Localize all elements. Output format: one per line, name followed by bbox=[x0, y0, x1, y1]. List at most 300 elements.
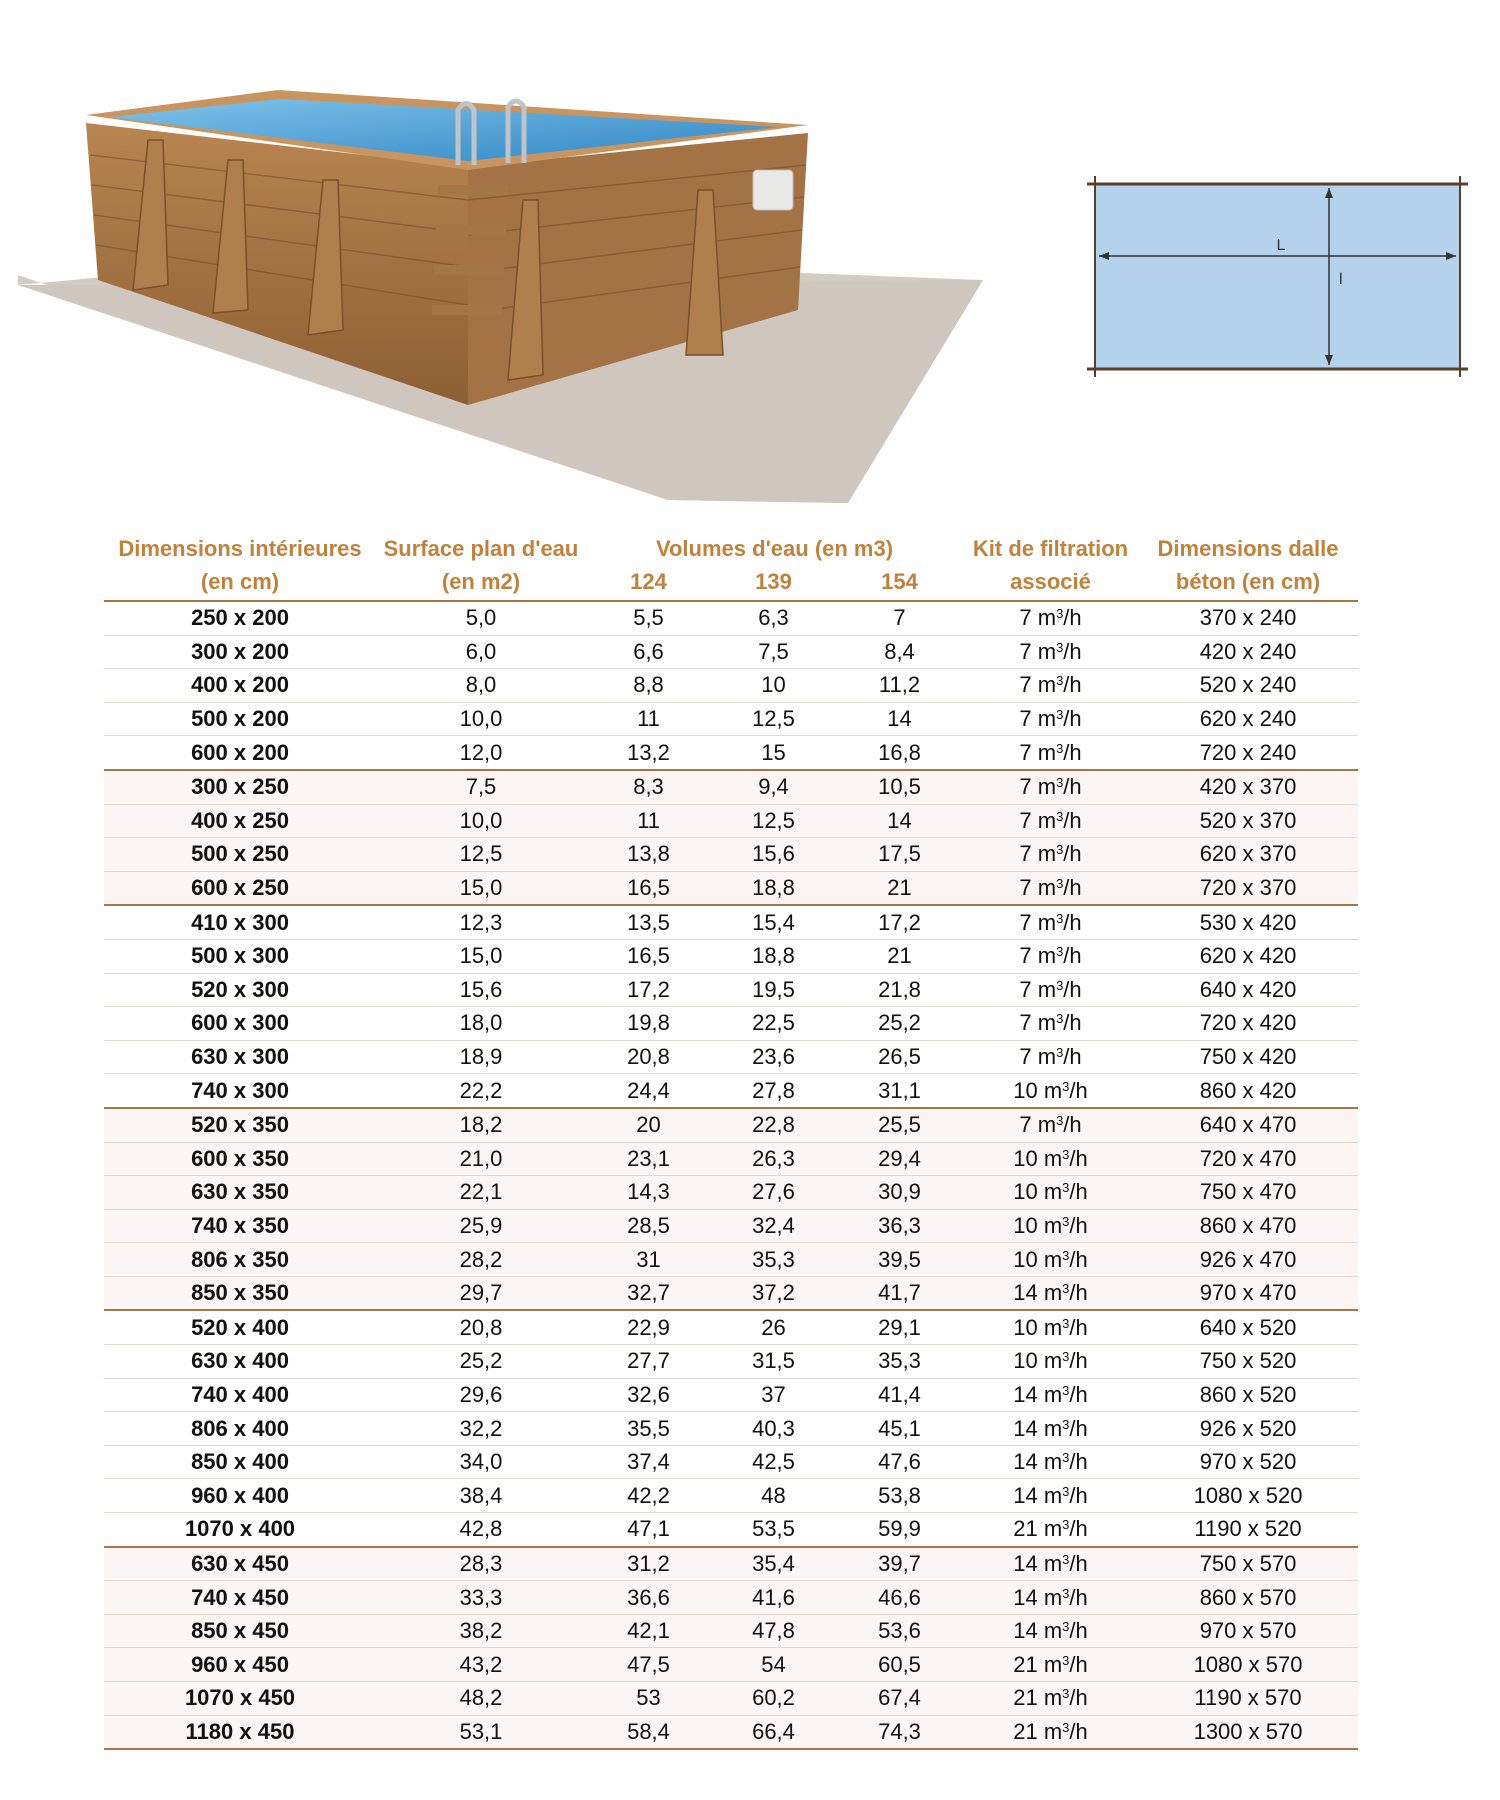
cell-volume-139: 9,4 bbox=[711, 770, 836, 804]
cell-dimensions: 630 x 300 bbox=[104, 1040, 376, 1074]
cell-surface: 6,0 bbox=[376, 635, 586, 669]
cell-dimensions: 520 x 400 bbox=[104, 1310, 376, 1344]
pool-dimensions-table-wrap bbox=[104, 532, 1358, 1750]
cell-dimensions: 400 x 200 bbox=[104, 669, 376, 703]
cell-surface: 18,0 bbox=[376, 1007, 586, 1041]
cell-dimensions: 500 x 300 bbox=[104, 939, 376, 973]
filtration-unit: /h bbox=[1063, 1112, 1082, 1138]
cell-volume-154: 45,1 bbox=[836, 1412, 963, 1446]
filtration-value: 7 m bbox=[1019, 672, 1057, 698]
cell-volume-139: 22,8 bbox=[711, 1108, 836, 1142]
cell-volume-154: 14 bbox=[836, 702, 963, 736]
filtration-unit: /h bbox=[1069, 1246, 1088, 1272]
cell-dimensions: 600 x 250 bbox=[104, 871, 376, 905]
cell-volume-154: 36,3 bbox=[836, 1209, 963, 1243]
filtration-value: 14 m bbox=[1013, 1584, 1063, 1610]
filtration-unit: /h bbox=[1063, 909, 1082, 935]
filtration-unit: /h bbox=[1069, 1348, 1088, 1374]
cell-volume-154: 39,7 bbox=[836, 1547, 963, 1581]
cell-volume-139: 35,3 bbox=[711, 1243, 836, 1277]
table-row bbox=[104, 1479, 1358, 1513]
filtration-value: 7 m bbox=[1019, 706, 1057, 732]
table-row bbox=[104, 1310, 1358, 1344]
cell-slab: 926 x 520 bbox=[1138, 1412, 1358, 1446]
cell-slab: 520 x 370 bbox=[1138, 804, 1358, 838]
cell-volume-139: 37 bbox=[711, 1378, 836, 1412]
pool-plan-rect bbox=[1095, 184, 1460, 369]
filtration-value: 10 m bbox=[1013, 1077, 1063, 1103]
cell-volume-154: 46,6 bbox=[836, 1581, 963, 1615]
cell-slab: 420 x 370 bbox=[1138, 770, 1358, 804]
filtration-unit: /h bbox=[1063, 976, 1082, 1002]
cell-surface: 25,2 bbox=[376, 1345, 586, 1379]
filtration-exponent: 3 bbox=[1062, 1416, 1070, 1432]
cell-volume-139: 27,8 bbox=[711, 1074, 836, 1108]
cell-filtration bbox=[963, 1007, 1138, 1041]
cell-surface: 10,0 bbox=[376, 804, 586, 838]
cell-volume-124: 13,2 bbox=[586, 736, 711, 770]
cell-volume-124: 8,8 bbox=[586, 669, 711, 703]
cell-filtration bbox=[963, 871, 1138, 905]
cell-volume-154: 25,5 bbox=[836, 1108, 963, 1142]
filtration-value: 10 m bbox=[1013, 1314, 1063, 1340]
cell-dimensions: 740 x 350 bbox=[104, 1209, 376, 1243]
filtration-unit: /h bbox=[1069, 1651, 1088, 1677]
table-row bbox=[104, 736, 1358, 770]
filtration-exponent: 3 bbox=[1062, 1382, 1070, 1398]
cell-surface: 10,0 bbox=[376, 702, 586, 736]
table-row bbox=[104, 1345, 1358, 1379]
header-surface-unit: (en m2) bbox=[376, 565, 586, 601]
filtration-exponent: 3 bbox=[1062, 1247, 1070, 1263]
filtration-unit: /h bbox=[1063, 807, 1082, 833]
filtration-value: 7 m bbox=[1019, 739, 1057, 765]
cell-surface: 43,2 bbox=[376, 1648, 586, 1682]
cell-filtration bbox=[963, 838, 1138, 872]
filtration-exponent: 3 bbox=[1062, 1551, 1070, 1567]
cell-slab: 1190 x 570 bbox=[1138, 1682, 1358, 1716]
cell-slab: 970 x 520 bbox=[1138, 1445, 1358, 1479]
filtration-exponent: 3 bbox=[1062, 1450, 1070, 1465]
cell-slab: 520 x 240 bbox=[1138, 669, 1358, 703]
cell-surface: 29,7 bbox=[376, 1276, 586, 1310]
cell-volume-154: 21 bbox=[836, 871, 963, 905]
table-row bbox=[104, 702, 1358, 736]
filtration-unit: /h bbox=[1069, 1685, 1088, 1711]
filtration-exponent: 3 bbox=[1056, 977, 1064, 993]
cell-filtration bbox=[963, 1243, 1138, 1277]
table-row bbox=[104, 1176, 1358, 1210]
cell-surface: 12,5 bbox=[376, 838, 586, 872]
cell-dimensions: 520 x 300 bbox=[104, 973, 376, 1007]
filtration-exponent: 3 bbox=[1056, 740, 1064, 756]
cell-volume-124: 23,1 bbox=[586, 1142, 711, 1176]
cell-surface: 42,8 bbox=[376, 1513, 586, 1547]
header-filtration-line2: associé bbox=[963, 565, 1138, 601]
cell-volume-139: 66,4 bbox=[711, 1715, 836, 1749]
header-slab-unit: béton (en cm) bbox=[1138, 565, 1358, 601]
cell-volume-124: 53 bbox=[586, 1682, 711, 1716]
filtration-exponent: 3 bbox=[1062, 1281, 1070, 1297]
cell-dimensions: 600 x 350 bbox=[104, 1142, 376, 1176]
filtration-exponent: 3 bbox=[1062, 1349, 1070, 1365]
cell-surface: 18,2 bbox=[376, 1108, 586, 1142]
filtration-exponent: 3 bbox=[1056, 706, 1064, 722]
cell-surface: 25,9 bbox=[376, 1209, 586, 1243]
filtration-unit: /h bbox=[1069, 1550, 1088, 1576]
cell-dimensions: 400 x 250 bbox=[104, 804, 376, 838]
header-slab: Dimensions dalle bbox=[1157, 536, 1339, 561]
cell-dimensions: 520 x 350 bbox=[104, 1108, 376, 1142]
filtration-value: 7 m bbox=[1019, 807, 1057, 833]
cell-dimensions: 600 x 300 bbox=[104, 1007, 376, 1041]
cell-volume-124: 13,8 bbox=[586, 838, 711, 872]
filtration-exponent: 3 bbox=[1062, 1652, 1070, 1668]
cell-slab: 640 x 420 bbox=[1138, 973, 1358, 1007]
cell-surface: 20,8 bbox=[376, 1310, 586, 1344]
cell-slab: 860 x 420 bbox=[1138, 1074, 1358, 1108]
filtration-exponent: 3 bbox=[1062, 1213, 1070, 1229]
filtration-unit: /h bbox=[1063, 774, 1082, 800]
filtration-unit: /h bbox=[1069, 1415, 1088, 1441]
cell-filtration bbox=[963, 939, 1138, 973]
filtration-unit: /h bbox=[1069, 1179, 1088, 1205]
cell-surface: 21,0 bbox=[376, 1142, 586, 1176]
cell-volume-124: 47,1 bbox=[586, 1513, 711, 1547]
header-dimensions-unit: (en cm) bbox=[104, 565, 376, 601]
cell-dimensions: 1180 x 450 bbox=[104, 1715, 376, 1749]
cell-volume-139: 22,5 bbox=[711, 1007, 836, 1041]
cell-dimensions: 300 x 250 bbox=[104, 770, 376, 804]
filtration-exponent: 3 bbox=[1056, 1011, 1064, 1027]
filtration-unit: /h bbox=[1069, 1482, 1088, 1508]
cell-filtration bbox=[963, 1682, 1138, 1716]
cell-volume-139: 41,6 bbox=[711, 1581, 836, 1615]
cell-dimensions: 960 x 450 bbox=[104, 1648, 376, 1682]
cell-volume-139: 26,3 bbox=[711, 1142, 836, 1176]
cell-slab: 620 x 370 bbox=[1138, 838, 1358, 872]
cell-dimensions: 960 x 400 bbox=[104, 1479, 376, 1513]
table-row bbox=[104, 1108, 1358, 1142]
filtration-value: 14 m bbox=[1013, 1415, 1063, 1441]
header-volumes-group: Volumes d'eau (en m3) bbox=[655, 536, 894, 561]
table-row bbox=[104, 1007, 1358, 1041]
cell-slab: 640 x 520 bbox=[1138, 1310, 1358, 1344]
table-row bbox=[104, 1378, 1358, 1412]
filtration-unit: /h bbox=[1069, 1314, 1088, 1340]
filtration-value: 7 m bbox=[1019, 1112, 1057, 1138]
header-filtration: Kit de filtration bbox=[972, 536, 1129, 561]
cell-slab: 720 x 370 bbox=[1138, 871, 1358, 905]
cell-slab: 926 x 470 bbox=[1138, 1243, 1358, 1277]
cell-volume-139: 7,5 bbox=[711, 635, 836, 669]
cell-volume-139: 6,3 bbox=[711, 601, 836, 635]
cell-slab: 1080 x 570 bbox=[1138, 1648, 1358, 1682]
cell-slab: 720 x 240 bbox=[1138, 736, 1358, 770]
table-row bbox=[104, 973, 1358, 1007]
pool-illustration bbox=[18, 85, 983, 510]
cell-volume-154: 53,6 bbox=[836, 1614, 963, 1648]
filtration-value: 7 m bbox=[1019, 774, 1057, 800]
cell-filtration bbox=[963, 770, 1138, 804]
cell-volume-154: 21 bbox=[836, 939, 963, 973]
cell-volume-124: 20 bbox=[586, 1108, 711, 1142]
cell-volume-139: 35,4 bbox=[711, 1547, 836, 1581]
cell-volume-154: 41,7 bbox=[836, 1276, 963, 1310]
header-volume-124: 124 bbox=[586, 565, 711, 601]
filtration-exponent: 3 bbox=[1062, 1719, 1070, 1735]
cell-volume-124: 32,7 bbox=[586, 1276, 711, 1310]
cell-filtration bbox=[963, 1715, 1138, 1749]
cell-filtration bbox=[963, 1074, 1138, 1108]
cell-surface: 53,1 bbox=[376, 1715, 586, 1749]
cell-slab: 640 x 470 bbox=[1138, 1108, 1358, 1142]
cell-volume-139: 48 bbox=[711, 1479, 836, 1513]
filtration-value: 10 m bbox=[1013, 1212, 1063, 1238]
cell-volume-139: 19,5 bbox=[711, 973, 836, 1007]
cell-filtration bbox=[963, 973, 1138, 1007]
filtration-unit: /h bbox=[1063, 706, 1082, 732]
cell-volume-154: 29,1 bbox=[836, 1310, 963, 1344]
filtration-exponent: 3 bbox=[1056, 1044, 1064, 1060]
table-row bbox=[104, 838, 1358, 872]
cell-volume-154: 47,6 bbox=[836, 1445, 963, 1479]
cell-volume-139: 12,5 bbox=[711, 702, 836, 736]
cell-volume-154: 10,5 bbox=[836, 770, 963, 804]
filtration-exponent: 3 bbox=[1056, 842, 1064, 858]
cell-slab: 620 x 420 bbox=[1138, 939, 1358, 973]
cell-volume-124: 20,8 bbox=[586, 1040, 711, 1074]
filtration-value: 7 m bbox=[1019, 943, 1057, 969]
cell-surface: 15,6 bbox=[376, 973, 586, 1007]
cell-volume-154: 59,9 bbox=[836, 1513, 963, 1547]
filtration-exponent: 3 bbox=[1062, 1618, 1070, 1634]
cell-dimensions: 850 x 350 bbox=[104, 1276, 376, 1310]
cell-volume-154: 60,5 bbox=[836, 1648, 963, 1682]
cell-slab: 970 x 470 bbox=[1138, 1276, 1358, 1310]
cell-filtration bbox=[963, 601, 1138, 635]
width-label: l bbox=[1339, 271, 1343, 288]
table-row bbox=[104, 1715, 1358, 1749]
filtration-exponent: 3 bbox=[1056, 910, 1064, 926]
table-row bbox=[104, 1445, 1358, 1479]
cell-filtration bbox=[963, 1378, 1138, 1412]
cell-volume-154: 35,3 bbox=[836, 1345, 963, 1379]
cell-slab: 1190 x 520 bbox=[1138, 1513, 1358, 1547]
filtration-value: 7 m bbox=[1019, 909, 1057, 935]
cell-surface: 38,2 bbox=[376, 1614, 586, 1648]
header-volume-154: 154 bbox=[836, 565, 963, 601]
cell-surface: 48,2 bbox=[376, 1682, 586, 1716]
cell-slab: 420 x 240 bbox=[1138, 635, 1358, 669]
table-row bbox=[104, 905, 1358, 939]
cell-surface: 18,9 bbox=[376, 1040, 586, 1074]
cell-volume-124: 28,5 bbox=[586, 1209, 711, 1243]
cell-filtration bbox=[963, 1479, 1138, 1513]
table-row bbox=[104, 1648, 1358, 1682]
cell-slab: 860 x 520 bbox=[1138, 1378, 1358, 1412]
cell-volume-139: 47,8 bbox=[711, 1614, 836, 1648]
table-row bbox=[104, 635, 1358, 669]
cell-volume-139: 15,6 bbox=[711, 838, 836, 872]
length-label: L bbox=[1276, 237, 1286, 254]
cell-dimensions: 410 x 300 bbox=[104, 905, 376, 939]
filtration-value: 14 m bbox=[1013, 1381, 1063, 1407]
cell-volume-124: 31 bbox=[586, 1243, 711, 1277]
cell-slab: 750 x 520 bbox=[1138, 1345, 1358, 1379]
cell-surface: 12,0 bbox=[376, 736, 586, 770]
cell-slab: 860 x 570 bbox=[1138, 1581, 1358, 1615]
cell-volume-139: 18,8 bbox=[711, 871, 836, 905]
cell-surface: 22,2 bbox=[376, 1074, 586, 1108]
cell-slab: 720 x 470 bbox=[1138, 1142, 1358, 1176]
cell-volume-124: 11 bbox=[586, 804, 711, 838]
cell-volume-139: 23,6 bbox=[711, 1040, 836, 1074]
filtration-unit: /h bbox=[1069, 1449, 1088, 1475]
cell-filtration bbox=[963, 1209, 1138, 1243]
cell-dimensions: 806 x 350 bbox=[104, 1243, 376, 1277]
filtration-unit: /h bbox=[1069, 1280, 1088, 1306]
filtration-exponent: 3 bbox=[1062, 1078, 1070, 1094]
filtration-unit: /h bbox=[1069, 1381, 1088, 1407]
cell-dimensions: 630 x 400 bbox=[104, 1345, 376, 1379]
cell-surface: 32,2 bbox=[376, 1412, 586, 1446]
cell-filtration bbox=[963, 804, 1138, 838]
cell-filtration bbox=[963, 1445, 1138, 1479]
filtration-exponent: 3 bbox=[1062, 1315, 1070, 1331]
cell-volume-124: 8,3 bbox=[586, 770, 711, 804]
table-row bbox=[104, 1276, 1358, 1310]
filtration-unit: /h bbox=[1063, 672, 1082, 698]
cell-surface: 15,0 bbox=[376, 939, 586, 973]
cell-dimensions: 740 x 300 bbox=[104, 1074, 376, 1108]
cell-volume-154: 29,4 bbox=[836, 1142, 963, 1176]
table-row bbox=[104, 804, 1358, 838]
cell-surface: 5,0 bbox=[376, 601, 586, 635]
cell-volume-139: 42,5 bbox=[711, 1445, 836, 1479]
table-row bbox=[104, 1040, 1358, 1074]
filtration-value: 7 m bbox=[1019, 841, 1057, 867]
table-row bbox=[104, 1142, 1358, 1176]
cell-volume-124: 37,4 bbox=[586, 1445, 711, 1479]
table-row bbox=[104, 1513, 1358, 1547]
cell-volume-124: 36,6 bbox=[586, 1581, 711, 1615]
filtration-exponent: 3 bbox=[1062, 1483, 1070, 1499]
skimmer-icon bbox=[753, 170, 793, 210]
cell-volume-154: 17,5 bbox=[836, 838, 963, 872]
cell-dimensions: 850 x 450 bbox=[104, 1614, 376, 1648]
filtration-unit: /h bbox=[1069, 1516, 1088, 1542]
cell-volume-124: 11 bbox=[586, 702, 711, 736]
filtration-exponent: 3 bbox=[1056, 1113, 1064, 1129]
cell-surface: 8,0 bbox=[376, 669, 586, 703]
cell-volume-154: 21,8 bbox=[836, 973, 963, 1007]
table-body bbox=[104, 601, 1358, 1749]
header-dimensions: Dimensions intérieures bbox=[118, 536, 362, 561]
cell-volume-139: 37,2 bbox=[711, 1276, 836, 1310]
filtration-value: 21 m bbox=[1013, 1685, 1063, 1711]
filtration-value: 14 m bbox=[1013, 1482, 1063, 1508]
cell-volume-139: 54 bbox=[711, 1648, 836, 1682]
cell-volume-154: 11,2 bbox=[836, 669, 963, 703]
filtration-exponent: 3 bbox=[1056, 639, 1064, 655]
filtration-unit: /h bbox=[1063, 605, 1082, 631]
cell-dimensions: 740 x 450 bbox=[104, 1581, 376, 1615]
cell-filtration bbox=[963, 1142, 1138, 1176]
cell-volume-154: 74,3 bbox=[836, 1715, 963, 1749]
filtration-value: 10 m bbox=[1013, 1179, 1063, 1205]
cell-surface: 7,5 bbox=[376, 770, 586, 804]
cell-volume-124: 24,4 bbox=[586, 1074, 711, 1108]
cell-volume-124: 17,2 bbox=[586, 973, 711, 1007]
table-row bbox=[104, 1074, 1358, 1108]
cell-volume-124: 19,8 bbox=[586, 1007, 711, 1041]
cell-filtration bbox=[963, 1547, 1138, 1581]
table-row bbox=[104, 1581, 1358, 1615]
cell-surface: 38,4 bbox=[376, 1479, 586, 1513]
cell-volume-139: 27,6 bbox=[711, 1176, 836, 1210]
cell-volume-154: 16,8 bbox=[836, 736, 963, 770]
cell-volume-124: 5,5 bbox=[586, 601, 711, 635]
cell-volume-154: 39,5 bbox=[836, 1243, 963, 1277]
filtration-value: 10 m bbox=[1013, 1348, 1063, 1374]
cell-dimensions: 806 x 400 bbox=[104, 1412, 376, 1446]
filtration-value: 21 m bbox=[1013, 1516, 1063, 1542]
cell-surface: 29,6 bbox=[376, 1378, 586, 1412]
filtration-unit: /h bbox=[1069, 1718, 1088, 1744]
filtration-exponent: 3 bbox=[1062, 1517, 1070, 1533]
filtration-value: 14 m bbox=[1013, 1550, 1063, 1576]
cell-slab: 750 x 420 bbox=[1138, 1040, 1358, 1074]
filtration-value: 7 m bbox=[1019, 1044, 1057, 1070]
filtration-value: 21 m bbox=[1013, 1651, 1063, 1677]
table-row bbox=[104, 669, 1358, 703]
pool-dimensions-table bbox=[104, 532, 1358, 1750]
filtration-exponent: 3 bbox=[1062, 1686, 1070, 1702]
cell-filtration bbox=[963, 1040, 1138, 1074]
filtration-exponent: 3 bbox=[1062, 1180, 1070, 1196]
cell-volume-154: 14 bbox=[836, 804, 963, 838]
table-row bbox=[104, 1614, 1358, 1648]
cell-volume-139: 18,8 bbox=[711, 939, 836, 973]
cell-volume-139: 10 bbox=[711, 669, 836, 703]
filtration-value: 14 m bbox=[1013, 1618, 1063, 1644]
cell-dimensions: 850 x 400 bbox=[104, 1445, 376, 1479]
cell-volume-139: 31,5 bbox=[711, 1345, 836, 1379]
filtration-unit: /h bbox=[1069, 1584, 1088, 1610]
filtration-unit: /h bbox=[1063, 1044, 1082, 1070]
filtration-value: 10 m bbox=[1013, 1145, 1063, 1171]
cell-dimensions: 250 x 200 bbox=[104, 601, 376, 635]
filtration-unit: /h bbox=[1063, 841, 1082, 867]
cell-volume-124: 35,5 bbox=[586, 1412, 711, 1446]
cell-surface: 22,1 bbox=[376, 1176, 586, 1210]
cell-volume-154: 26,5 bbox=[836, 1040, 963, 1074]
cell-volume-124: 22,9 bbox=[586, 1310, 711, 1344]
filtration-unit: /h bbox=[1069, 1145, 1088, 1171]
cell-filtration bbox=[963, 1513, 1138, 1547]
cell-volume-124: 47,5 bbox=[586, 1648, 711, 1682]
filtration-unit: /h bbox=[1063, 1010, 1082, 1036]
cell-slab: 370 x 240 bbox=[1138, 601, 1358, 635]
cell-volume-124: 6,6 bbox=[586, 635, 711, 669]
cell-filtration bbox=[963, 1614, 1138, 1648]
filtration-exponent: 3 bbox=[1062, 1146, 1070, 1162]
cell-dimensions: 630 x 450 bbox=[104, 1547, 376, 1581]
cell-surface: 28,3 bbox=[376, 1547, 586, 1581]
filtration-value: 14 m bbox=[1013, 1449, 1063, 1475]
cell-volume-154: 67,4 bbox=[836, 1682, 963, 1716]
